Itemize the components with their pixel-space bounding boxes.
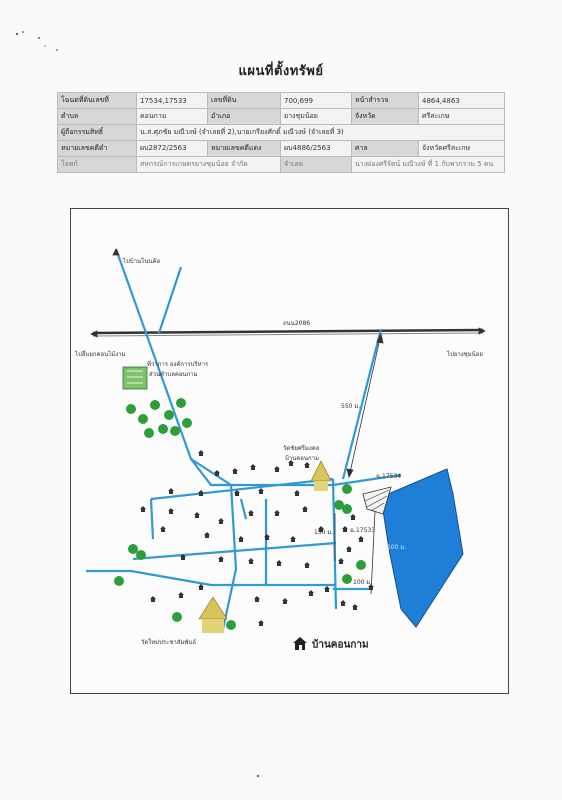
scan-speck [255, 764, 261, 783]
table-cell: อำเภอ [208, 109, 281, 125]
temple-base [202, 619, 224, 633]
office-label-line1: ที่ว่าการ องค์การบริหาร [147, 361, 209, 368]
east-destination-label: ไปยางชุมน้อย [447, 351, 483, 358]
house-icon [276, 560, 282, 566]
table-cell: 17534,17533 [137, 93, 208, 109]
house-icon [352, 604, 358, 610]
temple-icon [311, 461, 331, 491]
distance-100-label: 100 ม. [353, 579, 373, 586]
table-cell: ศรีสะเกษ [419, 109, 505, 125]
house-icon [248, 510, 254, 516]
table-cell: นางผ่องศรีรัตน์ มณีวงษ์ ที่ 1 กับพวกรวม 5 คน [352, 157, 505, 173]
office-building-icon [123, 367, 147, 389]
table-cell: หมายเลขคดีแดง [208, 141, 281, 157]
house-icon [194, 512, 200, 518]
tree-icon [128, 544, 138, 554]
house-icon [218, 556, 224, 562]
table-cell: จำเลย [281, 157, 352, 173]
house-icon [238, 536, 244, 542]
temple2-label: วัดใหม่ประชาสัมพันธ์ [141, 639, 197, 646]
property-info-table [57, 92, 505, 173]
house-icon [342, 526, 348, 532]
tree-icon [176, 398, 186, 408]
location-map [70, 208, 509, 694]
table-cell: ศาล [352, 141, 419, 157]
office-label-line2: ส่วนตำบลคอนกาม [149, 371, 198, 378]
road-vert-2 [241, 499, 246, 519]
table-cell: น.ส.ศุภชัย มณีวงษ์ (จำเลยที่ 2),นายเกรียงศักดิ์ มณีวงษ์ (จำเลยที่ 3) [137, 125, 505, 141]
house-icon [198, 584, 204, 590]
legend [292, 636, 369, 653]
tree-icon [342, 484, 352, 494]
table-cell: เลขที่ดิน [208, 93, 281, 109]
house-icon [160, 526, 166, 532]
table-row [58, 157, 505, 173]
local-roads [86, 249, 401, 629]
tree-icon [164, 410, 174, 420]
house-icon [198, 450, 204, 456]
house-icon [140, 506, 146, 512]
table-cell: ผบ4886/2563 [281, 141, 352, 157]
house-icon [292, 636, 308, 653]
page-title: แผนที่ตั้งทรัพย์ [238, 64, 324, 79]
table-row [58, 141, 505, 157]
table-cell: ยางชุมน้อย [281, 109, 352, 125]
legend-label: บ้านคอนกาม [312, 639, 369, 651]
table-cell: ผบ2872/2563 [137, 141, 208, 157]
tree-icon [126, 404, 136, 414]
house-icon [346, 546, 352, 552]
house-icon [308, 590, 314, 596]
house-icon [358, 536, 364, 542]
tree-icon [150, 400, 160, 410]
table-cell: ตำบล [58, 109, 137, 125]
parcel2-label: ฉ.17533 [350, 527, 376, 534]
table-cell: จังหวัดศรีสะเกษ [419, 141, 505, 157]
tree-icon [226, 620, 236, 630]
house-icon [302, 506, 308, 512]
table-cell: โฉนดที่ดินเลขที่ [58, 93, 137, 109]
tree-icon [182, 418, 192, 428]
temple-roof [199, 597, 227, 619]
tree-icon [144, 428, 154, 438]
house-icon [254, 596, 260, 602]
tree-icon [114, 576, 124, 586]
house-icon [178, 592, 184, 598]
house-icon [234, 490, 240, 496]
temple-icon [199, 597, 227, 633]
tree-icon [136, 550, 146, 560]
house-icon [248, 558, 254, 564]
house-icon [258, 620, 264, 626]
table-cell: 700,699 [281, 93, 352, 109]
table-cell: คอนกาม [137, 109, 208, 125]
house-icon [294, 490, 300, 496]
house-icon [274, 466, 280, 472]
table-cell: ผู้ถือกรรมสิทธิ์ [58, 125, 137, 141]
table-cell: จังหวัด [352, 109, 419, 125]
house-icon [218, 518, 224, 524]
table-cell: หมายเลขคดีดำ [58, 141, 137, 157]
building-body [123, 367, 147, 389]
road-label: ถนน2086 [283, 320, 311, 327]
distance-150-label: 150 ม. [314, 529, 334, 536]
table-cell: หน้าสำรวจ [352, 93, 419, 109]
house-icon [274, 510, 280, 516]
temple-label-line1: วัดชัยศรีมงคล [283, 445, 320, 452]
dim-arrowhead [347, 469, 353, 477]
table-row [58, 93, 505, 109]
house-icon [258, 488, 264, 494]
house-icon [324, 586, 330, 592]
road-north-spur [159, 267, 181, 333]
road-row-1 [151, 479, 333, 499]
north-destination-label: ไปบ้านโนนค้อ [123, 258, 161, 265]
table-row [58, 125, 505, 141]
house-icon [350, 514, 356, 520]
house-markers [140, 450, 374, 626]
highway-line [93, 330, 483, 333]
house-icon [290, 536, 296, 542]
table-cell: 4864,4863 [419, 93, 505, 109]
tree-icon [138, 414, 148, 424]
house-icon [232, 468, 238, 474]
tree-icon [342, 574, 352, 584]
house-icon [150, 596, 156, 602]
tree-icon [158, 424, 168, 434]
table-cell: โจทก์ [58, 157, 137, 173]
house-icon [198, 490, 204, 496]
temple-roof [311, 461, 331, 481]
tree-icon [170, 426, 180, 436]
house-icon [282, 598, 288, 604]
tree-icon [342, 504, 352, 514]
road-west-stub [151, 499, 153, 539]
distance-550-label: 550 ม. [341, 403, 361, 410]
table-row [58, 109, 505, 125]
temple-base [314, 481, 328, 491]
house-icon [204, 532, 210, 538]
scan-specks [15, 28, 75, 62]
parcel1-label: ฉ.17534 [376, 473, 402, 480]
tree-icon [172, 612, 182, 622]
west-destination-label: ไปสี่แยกคอนไม้งาม [75, 351, 126, 358]
house-icon [168, 488, 174, 494]
house-icon [304, 562, 310, 568]
house-icon [340, 600, 346, 606]
tree-icon [356, 560, 366, 570]
temple-label-line2: บ้านคอนกาม [285, 455, 319, 462]
house-icon [338, 558, 344, 564]
house-icon [168, 508, 174, 514]
distance-100-label: 100 ม. [387, 544, 407, 551]
house-icon [250, 464, 256, 470]
table-cell: สหกรณ์การเกษตรยางชุมน้อย จำกัด [137, 157, 281, 173]
